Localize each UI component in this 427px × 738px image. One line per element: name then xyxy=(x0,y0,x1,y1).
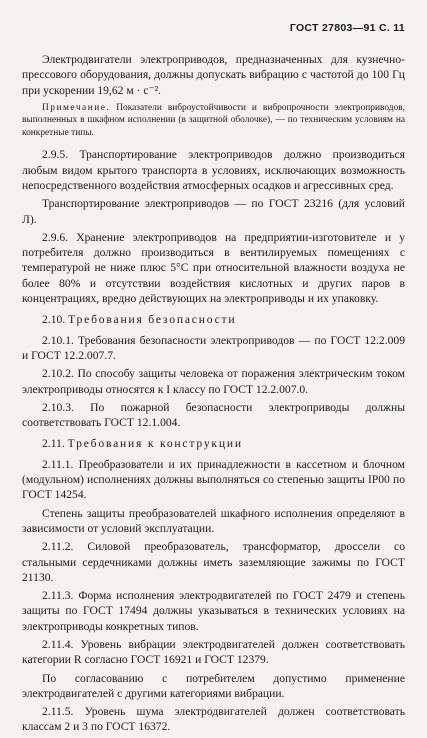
paragraph-2-11-3: 2.11.3. Форма исполнения электродвигателей по ГОСТ 2479 и степень защиты по ГОСТ 17494 должны указываться в технических условиях на электроприводы конкретных типов. xyxy=(22,589,405,633)
page-header: ГОСТ 27803—91 С. 11 xyxy=(289,22,405,34)
section-title: Требования к конструкции xyxy=(67,437,243,451)
note-lead: Примечание. xyxy=(42,102,111,113)
paragraph-2-10-3: 2.10.3. По пожарной безопасности электроприводы должны соответствовать ГОСТ 12.1.004. xyxy=(22,400,405,430)
paragraph-2-9-6: 2.9.6. Хранение электроприводов на предприятии-изготовителе и у потребителя должно производиться в вентилируемых помещениях с температурой не ниже плюс 5°С при относительной влажности воздуха не более 80% и отсутствии воздействия кислотных и других паров в концентрациях, вредно действующих на электроприводы и их упаковку. xyxy=(22,230,405,306)
paragraph-2-11-4-agreement: По согласованию с потребителем допустимо применение электродвигателей с другими категориями вибрации. xyxy=(22,671,405,700)
paragraph-2-11-4: 2.11.4. Уровень вибрации электродвигателей должен соответствовать категории R согласно ГОСТ 16921 и ГОСТ 12379. xyxy=(22,638,405,667)
paragraph-2-11-2: 2.11.2. Силовой преобразователь, трансформатор, дроссели со стальными сердечниками должны иметь заземляющие зажимы по ГОСТ 21130. xyxy=(22,540,405,584)
paragraph-2-9-5: 2.9.5. Транспортирование электроприводов должно производиться любым видом крытого транспорта в условиях, исключающих возможность непосредственного воздействия атмосферных осадков и агрессивных сред. xyxy=(22,148,405,192)
section-heading-2-11 xyxy=(22,436,405,451)
note-paragraph xyxy=(22,102,405,140)
section-title: Требования безопасности xyxy=(68,313,237,327)
paragraph-2-11-1-cabinet: Степень защиты преобразователей шкафного исполнения определяют в зависимости от условий эксплуатации. xyxy=(22,506,405,535)
paragraph-vibration: Электродвигатели электроприводов, предназначенных для кузнечно-прессового оборудования, должны допускать вибрацию с частотой до 100 Гц при ускорении 19,62 м · с⁻². xyxy=(22,53,405,97)
paragraph-2-9-5-transport: Транспортирование электроприводов — по ГОСТ 23216 (для условий Л). xyxy=(22,197,405,226)
note-body: Показатели виброустойчивости и вибропрочности электроприводов, выполненных в шкафном исполнении (в защитной оболочке), — по техническим условиям на конкретные типы. xyxy=(22,102,405,138)
paragraph-2-10-1: 2.10.1. Требования безопасности электроприводов — по ГОСТ 12.2.009 и ГОСТ 12.2.007.7. xyxy=(22,333,405,362)
paragraph-2-11-5: 2.11.5. Уровень шума электродвигателей должен соответствовать классам 2 и 3 по ГОСТ 16372. xyxy=(22,705,405,734)
paragraph-2-10-2: 2.10.2. По способу защиты человека от поражения электрическим током электроприводы относятся к I классу по ГОСТ 12.2.007.0. xyxy=(22,367,405,396)
section-number: 2.11. xyxy=(42,437,65,451)
section-number: 2.10. xyxy=(42,313,66,327)
paragraph-2-11-1: 2.11.1. Преобразователи и их принадлежности в кассетном и блочном (модульном) исполнениях должны выполняться со степенью защиты IP00 по ГОСТ 14254. xyxy=(22,457,405,502)
section-heading-2-10 xyxy=(22,312,405,327)
